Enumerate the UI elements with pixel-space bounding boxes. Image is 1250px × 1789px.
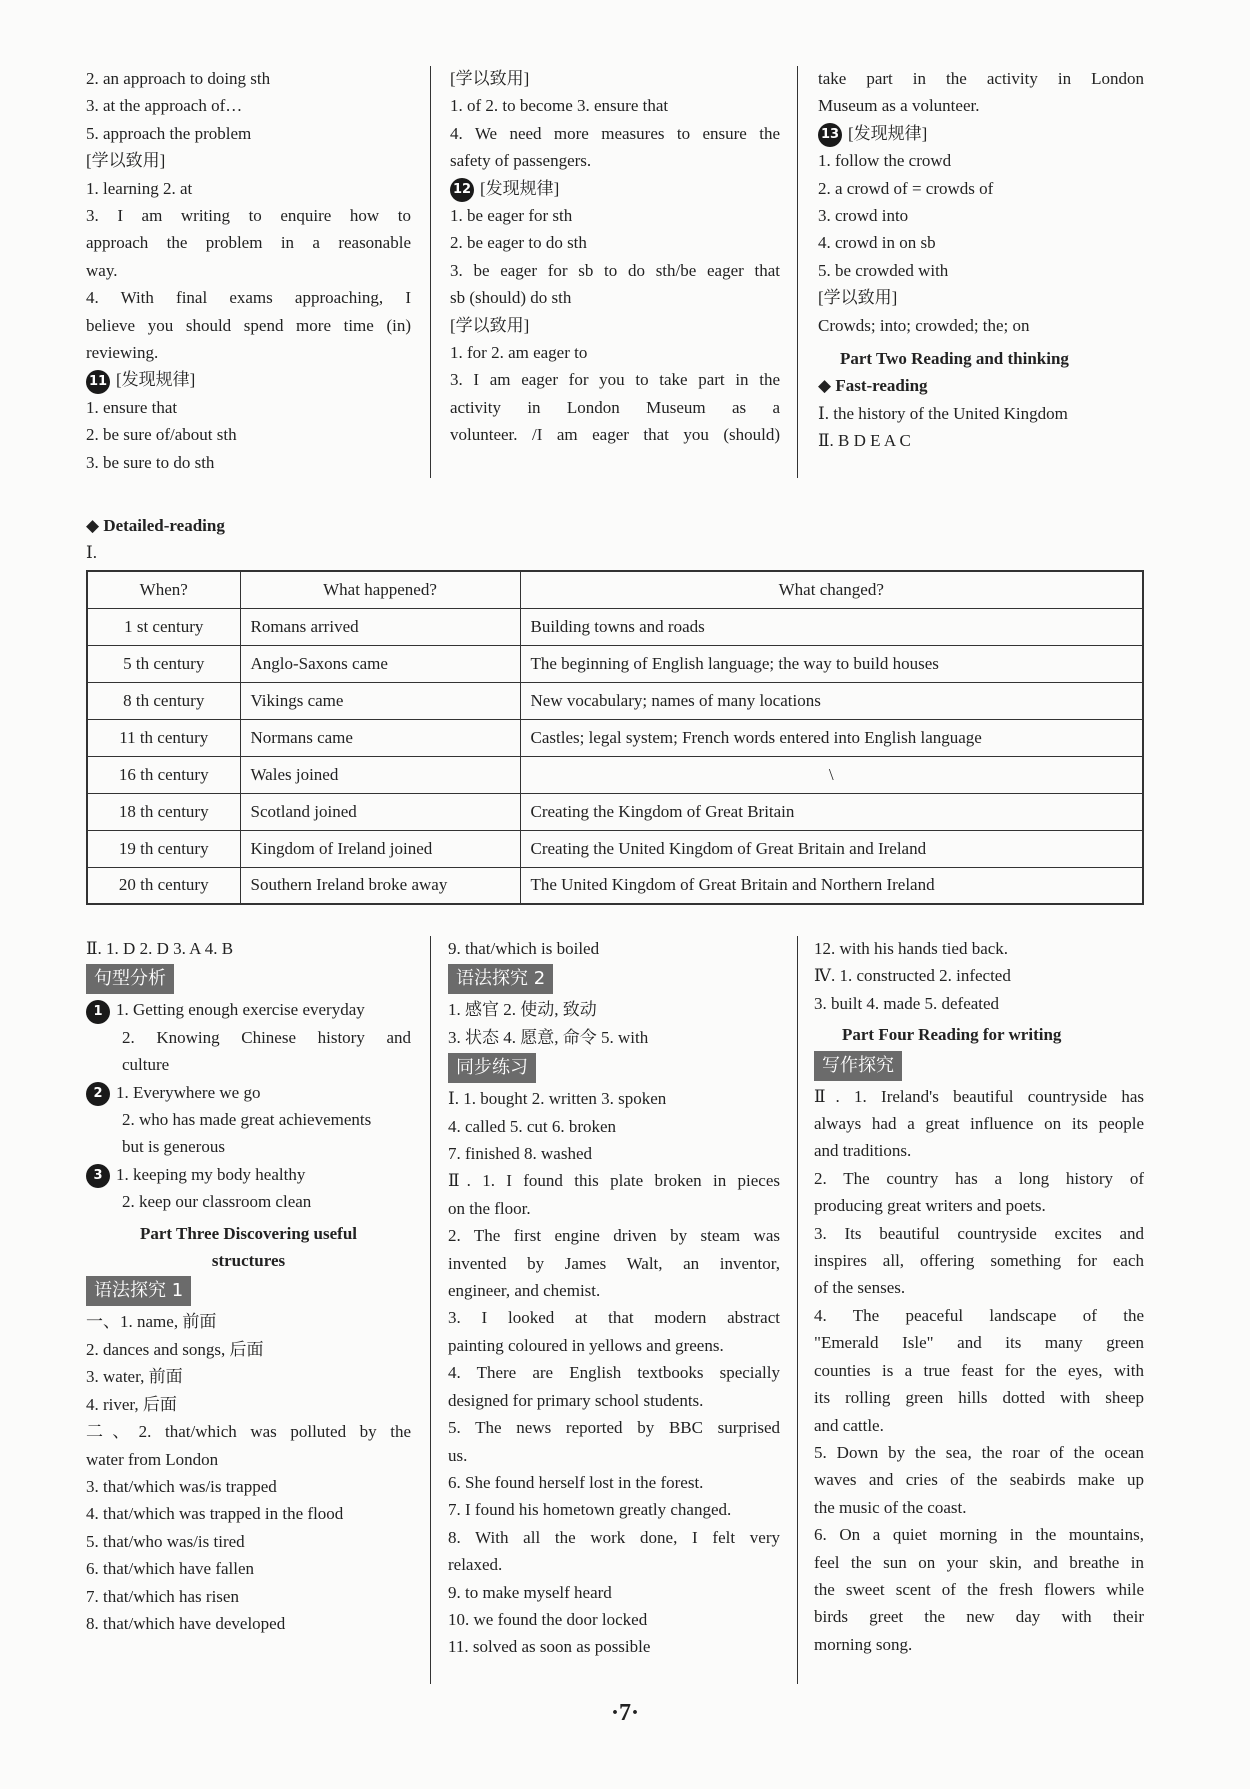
bottom-col-2 xyxy=(448,935,780,1661)
line: 4. The peaceful landscape of the xyxy=(814,1305,1144,1325)
table-row xyxy=(87,682,1143,719)
line: 5. The news reported by BBC surprised xyxy=(448,1418,780,1438)
line: but is generous xyxy=(122,1137,225,1157)
cell-what-happened: Anglo-Saxons came xyxy=(240,645,520,682)
top-col-1 xyxy=(86,65,411,476)
line: 1. of 2. to become 3. ensure that xyxy=(450,96,669,116)
cell-when: 8 th century xyxy=(87,682,240,719)
tag-grammar-1: 语法探究 1 xyxy=(86,1276,191,1306)
cell-what-happened: Normans came xyxy=(240,719,520,756)
line: Ⅰ. 1. bought 2. written 3. spoken xyxy=(448,1089,667,1109)
column-divider xyxy=(430,66,431,478)
line: morning song. xyxy=(814,1634,913,1654)
top-col-2 xyxy=(450,65,780,449)
section-number-badge: 13 xyxy=(818,123,842,147)
roman-numeral: Ⅰ. xyxy=(86,543,97,563)
line xyxy=(86,1079,411,1106)
line: approach the problem in a reasonable xyxy=(86,233,411,253)
line: 3. I looked at that modern abstract xyxy=(448,1308,780,1328)
line: 6. She found herself lost in the forest. xyxy=(448,1472,704,1492)
cell-what-changed: The beginning of English language; the way to build houses xyxy=(520,645,1143,682)
cell-when: 5 th century xyxy=(87,645,240,682)
line: culture xyxy=(122,1055,170,1075)
line: on the floor. xyxy=(448,1198,531,1218)
page-number: ·7· xyxy=(610,1700,639,1726)
section-header-text: [发现规律] xyxy=(848,123,928,143)
cell-what-changed: \ xyxy=(520,756,1143,793)
line: 2. The country has a long history of xyxy=(814,1168,1144,1188)
cell-when: 16 th century xyxy=(87,756,240,793)
cell-what-changed: New vocabulary; names of many locations xyxy=(520,682,1143,719)
column-divider xyxy=(430,936,431,1684)
cell-when: 11 th century xyxy=(87,719,240,756)
line: 4. crowd in on sb xyxy=(818,233,936,253)
cell-when: 1 st century xyxy=(87,608,240,645)
line: 5. that/who was/is tired xyxy=(86,1531,245,1551)
bottom-col-3 xyxy=(814,935,1144,1658)
cell-what-happened: Kingdom of Ireland joined xyxy=(240,830,520,867)
cell-what-happened: Southern Ireland broke away xyxy=(240,867,520,904)
line: take part in the activity in London xyxy=(818,69,1144,88)
line: 4. called 5. cut 6. broken xyxy=(448,1116,617,1136)
line: 2. a crowd of = crowds of xyxy=(818,178,994,198)
line: waves and cries of the seabirds make up xyxy=(814,1470,1144,1490)
line: 3. I am writing to enquire how to xyxy=(86,206,411,226)
line: 1. for 2. am eager to xyxy=(450,343,588,363)
line: Ⅱ. B D E A C xyxy=(818,431,911,451)
line: birds greet the new day with their xyxy=(814,1607,1144,1627)
apply-header: [学以致用] xyxy=(86,151,166,171)
cell-what-happened: Romans arrived xyxy=(240,608,520,645)
line: 11. solved as soon as possible xyxy=(448,1637,651,1657)
line: painting coloured in yellows and greens. xyxy=(448,1335,724,1355)
line: 2. be eager to do sth xyxy=(450,233,587,253)
line: 1. ensure that xyxy=(86,397,178,417)
line: "Emerald Isle" and its many green xyxy=(814,1333,1144,1353)
bottom-col-1 xyxy=(86,935,411,1637)
apply-header: [学以致用] xyxy=(818,288,898,308)
line: 8. that/which have developed xyxy=(86,1613,286,1633)
line: always had a great influence on its people xyxy=(814,1114,1144,1134)
line: 3. at the approach of… xyxy=(86,96,243,116)
header-what-changed: What changed? xyxy=(520,571,1143,608)
line: 12. with his hands tied back. xyxy=(814,939,1009,958)
table-header-row xyxy=(87,571,1143,608)
line: 3. 状态 4. 愿意, 命令 5. with xyxy=(448,1027,649,1047)
section-11-header xyxy=(86,366,411,393)
column-divider xyxy=(797,936,798,1684)
line: Ⅳ. 1. constructed 2. infected xyxy=(814,966,1011,986)
line: 3. crowd into xyxy=(818,206,909,226)
line: 4. We need more measures to ensure the xyxy=(450,123,780,143)
fast-reading-title: ◆ Fast-reading xyxy=(818,376,928,396)
line: 3. I am eager for you to take part in the xyxy=(450,370,780,390)
line: water from London xyxy=(86,1449,219,1469)
line: volunteer. /I am eager that you (should) xyxy=(450,425,780,445)
line: 3. be sure to do sth xyxy=(86,452,215,472)
tag-sentence-analysis: 句型分析 xyxy=(86,964,174,994)
line: 5. Down by the sea, the roar of the ocean xyxy=(814,1442,1144,1462)
line: 6. that/which have fallen xyxy=(86,1559,255,1579)
line: the music of the coast. xyxy=(814,1497,967,1517)
line: 4. river, 后面 xyxy=(86,1394,177,1414)
cell-when: 19 th century xyxy=(87,830,240,867)
line: invented by James Walt, an inventor, xyxy=(448,1253,780,1273)
line: 1. follow the crowd xyxy=(818,151,952,171)
cell-what-happened: Scotland joined xyxy=(240,793,520,830)
line: 7. finished 8. washed xyxy=(448,1144,593,1164)
line: Ⅰ. the history of the United Kingdom xyxy=(818,403,1068,423)
line: 3. be eager for sb to do sth/be eager that xyxy=(450,260,780,280)
table-row xyxy=(87,645,1143,682)
line: Crowds; into; crowded; the; on xyxy=(818,315,1030,335)
line: safety of passengers. xyxy=(450,151,592,171)
line: 7. I found his hometown greatly changed. xyxy=(448,1500,732,1520)
line: Ⅱ. 1. D 2. D 3. A 4. B xyxy=(86,939,234,958)
tag-row xyxy=(814,1049,1144,1083)
section-header-text: [发现规律] xyxy=(116,370,196,390)
header-what-happened: What happened? xyxy=(240,571,520,608)
line: 2. an approach to doing sth xyxy=(86,69,271,88)
line: 5. be crowded with xyxy=(818,260,949,280)
top-col-3 xyxy=(818,65,1144,455)
cell-what-changed: Castles; legal system; French words entered into English language xyxy=(520,719,1143,756)
table-row xyxy=(87,793,1143,830)
apply-header: [学以致用] xyxy=(450,69,530,88)
line: feel the sun on your skin, and breathe in xyxy=(814,1552,1144,1572)
line: the sweet scent of the fresh flowers while xyxy=(814,1579,1144,1599)
line: producing great writers and poets. xyxy=(814,1196,1046,1216)
line: 10. we found the door locked xyxy=(448,1609,648,1629)
apply-header: [学以致用] xyxy=(450,315,530,335)
section-header-text: [发现规律] xyxy=(480,178,560,198)
line: 2. The first engine driven by steam was xyxy=(448,1226,780,1246)
line: 二、2. that/which was polluted by the xyxy=(86,1422,411,1442)
tag-practice: 同步练习 xyxy=(448,1053,536,1083)
line: sb (should) do sth xyxy=(450,288,572,308)
line: 3. water, 前面 xyxy=(86,1367,183,1387)
line: us. xyxy=(448,1445,468,1465)
line: 3. built 4. made 5. defeated xyxy=(814,993,1000,1013)
column-divider xyxy=(797,66,798,478)
line: 2. who has made great achievements xyxy=(122,1110,372,1130)
line: activity in London Museum as a xyxy=(450,397,780,417)
line xyxy=(86,1161,411,1188)
line: 5. approach the problem xyxy=(86,123,252,143)
header-when: When? xyxy=(87,571,240,608)
line: Museum as a volunteer. xyxy=(818,96,980,116)
cell-what-changed: Creating the Kingdom of Great Britain xyxy=(520,793,1143,830)
section-number-badge: 12 xyxy=(450,178,474,202)
line: 1. be eager for sth xyxy=(450,206,573,226)
line: designed for primary school students. xyxy=(448,1390,704,1410)
line: Ⅱ. 1. I found this plate broken in pieces xyxy=(448,1171,780,1191)
part-three-title-2: structures xyxy=(211,1251,286,1271)
line: 3. Its beautiful countryside excites and xyxy=(814,1223,1144,1243)
line: relaxed. xyxy=(448,1555,503,1575)
section-12-header xyxy=(450,175,780,202)
cell-when: 20 th century xyxy=(87,867,240,904)
cell-what-happened: Vikings came xyxy=(240,682,520,719)
number-badge: 1 xyxy=(86,1000,110,1024)
line: believe you should spend more time (in) xyxy=(86,315,411,335)
line: 2. dances and songs, 后面 xyxy=(86,1339,264,1359)
line: and cattle. xyxy=(814,1415,884,1435)
tag-row xyxy=(448,1051,780,1085)
line: 2. keep our classroom clean xyxy=(122,1192,312,1212)
section-number-badge: 11 xyxy=(86,370,110,394)
number-badge: 2 xyxy=(86,1082,110,1106)
cell-what-happened: Wales joined xyxy=(240,756,520,793)
tag-writing: 写作探究 xyxy=(814,1051,902,1081)
line: 一、1. name, 前面 xyxy=(86,1312,217,1332)
line: its rolling green hills dotted with sheep xyxy=(814,1388,1144,1408)
tag-row xyxy=(86,962,411,996)
line: inspires all, offering something for each xyxy=(814,1251,1144,1271)
line: 3. that/which was/is trapped xyxy=(86,1476,277,1496)
cell-what-changed: Building towns and roads xyxy=(520,608,1143,645)
line-text: 1. Getting enough exercise everyday xyxy=(116,1000,365,1020)
line: of the senses. xyxy=(814,1278,906,1298)
line: 6. On a quiet morning in the mountains, xyxy=(814,1525,1144,1545)
line: 2. Knowing Chinese history and xyxy=(122,1027,411,1047)
line-text: 1. Everywhere we go xyxy=(116,1082,261,1102)
table-row xyxy=(87,719,1143,756)
line: and traditions. xyxy=(814,1141,912,1161)
line: 7. that/which has risen xyxy=(86,1586,239,1606)
tag-row xyxy=(448,962,780,996)
line: engineer, and chemist. xyxy=(448,1281,601,1301)
detailed-reading-title: ◆ Detailed-reading xyxy=(86,516,225,535)
table-row xyxy=(87,830,1143,867)
table-row xyxy=(87,608,1143,645)
number-badge: 3 xyxy=(86,1164,110,1188)
cell-what-changed: The United Kingdom of Great Britain and Northern Ireland xyxy=(520,867,1143,904)
line: way. xyxy=(86,260,118,280)
tag-grammar-2: 语法探究 2 xyxy=(448,964,553,994)
table-row xyxy=(87,867,1143,904)
part-three-title: Part Three Discovering useful xyxy=(139,1223,358,1243)
part-two-title: Part Two Reading and thinking xyxy=(840,349,1069,369)
line: Ⅱ. 1. Ireland's beautiful countryside has xyxy=(814,1086,1144,1106)
line: 4. that/which was trapped in the flood xyxy=(86,1504,344,1524)
line: 4. There are English textbooks specially xyxy=(448,1363,780,1383)
line: 2. be sure of/about sth xyxy=(86,425,237,445)
detailed-reading-header xyxy=(86,512,486,567)
section-13-header xyxy=(818,120,1144,147)
line: 8. With all the work done, I felt very xyxy=(448,1527,780,1547)
line xyxy=(86,996,411,1023)
line: 1. learning 2. at xyxy=(86,178,193,198)
line: reviewing. xyxy=(86,343,159,363)
part-four-title: Part Four Reading for writing xyxy=(842,1025,1062,1045)
line: counties is a true feast for the eyes, with xyxy=(814,1360,1144,1380)
line: 9. to make myself heard xyxy=(448,1582,612,1602)
history-table xyxy=(86,570,1144,905)
line: 1. 感官 2. 使动, 致动 xyxy=(448,1000,597,1020)
cell-when: 18 th century xyxy=(87,793,240,830)
tag-row xyxy=(86,1274,411,1308)
line: 4. With final exams approaching, I xyxy=(86,288,411,308)
cell-what-changed: Creating the United Kingdom of Great Britain and Ireland xyxy=(520,830,1143,867)
line: 9. that/which is boiled xyxy=(448,939,600,958)
table-row xyxy=(87,756,1143,793)
line-text: 1. keeping my body healthy xyxy=(116,1164,306,1184)
